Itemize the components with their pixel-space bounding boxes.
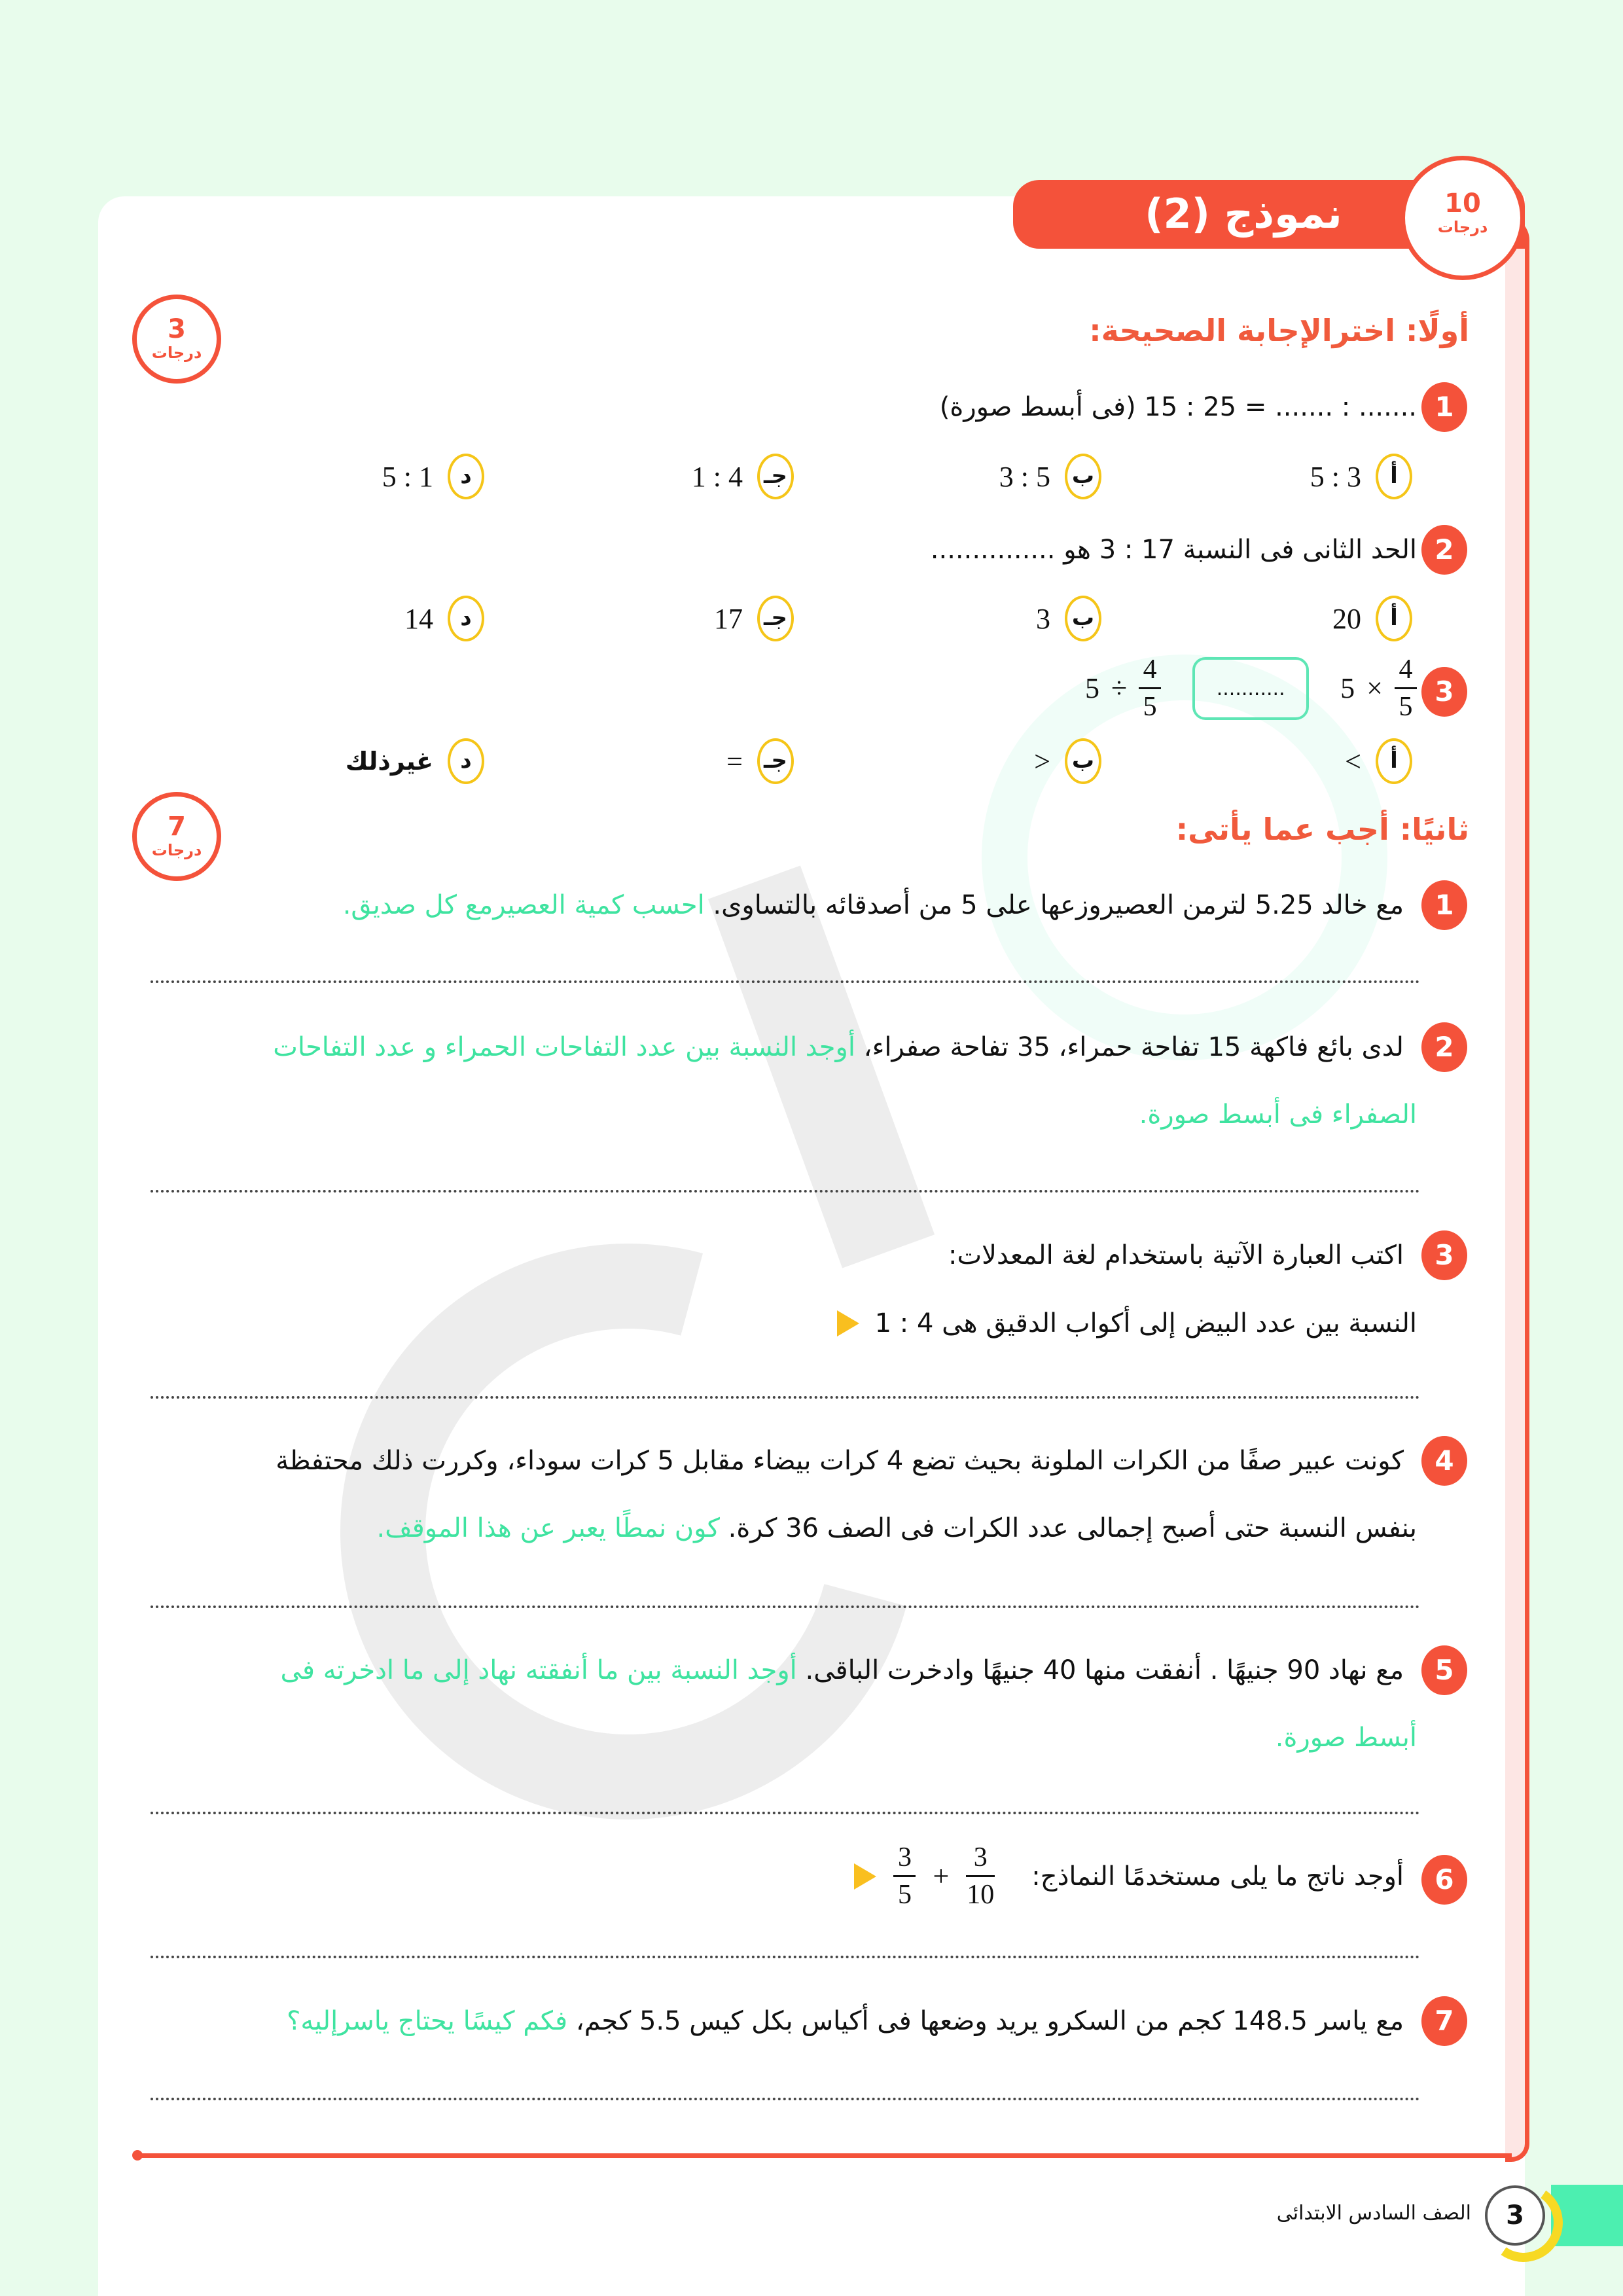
answer-line[interactable]	[151, 1956, 1420, 1958]
answer-line[interactable]	[151, 2098, 1420, 2100]
option-b[interactable]	[999, 454, 1101, 499]
question-text: اكتب العبارة الآتية باستخدام لغة المعدلات:	[948, 1240, 1404, 1270]
pointer-triangle-icon	[837, 1310, 859, 1336]
option-value: 14	[404, 602, 433, 635]
numerator: 4	[1399, 655, 1413, 685]
question-task: فكم كيسًا يحتاج ياسرإليه؟	[287, 2006, 576, 2036]
question-row	[854, 1842, 1404, 1910]
option-letter: د	[448, 454, 484, 499]
left-whole: 5	[1085, 672, 1100, 704]
question-statement: مع ياسر 148.5 كجم من السكرو يريد وضعها فى أكياس بكل كيس 5.5 كجم،	[575, 2006, 1404, 2036]
option-letter: ب	[1065, 596, 1101, 641]
pointer-triangle-icon	[854, 1863, 876, 1890]
option-letter: ب	[1065, 454, 1101, 499]
option-value: 5 : 3	[1310, 460, 1361, 493]
right-fraction	[1395, 655, 1417, 722]
option-c[interactable]	[714, 596, 794, 641]
question-task: كون نمطًا يعبر عن هذا الموقف.	[376, 1513, 728, 1543]
section2-score-unit: درجات	[151, 841, 202, 859]
card-frame-bottom	[137, 2153, 1512, 2158]
question-task-continued: الصفراء فى أبسط صورة.	[1139, 1100, 1417, 1130]
left-operator: ÷	[1111, 672, 1128, 704]
denominator: 10	[967, 1880, 995, 1910]
question-task-continued: أبسط صورة.	[1275, 1723, 1417, 1753]
question-statement: مع نهاد 90 جنيهًا . أنفقت منها 40 جنيهًا وادخرت الباقى.	[805, 1655, 1404, 1685]
option-c[interactable]	[726, 738, 794, 784]
option-value: =	[726, 745, 743, 778]
card-frame-dot	[132, 2150, 143, 2161]
answer-line[interactable]	[151, 1605, 1420, 1608]
left-fraction	[1139, 655, 1161, 722]
question-task: أوجد النسبة بين عدد التفاحات الحمراء و عدد التفاحات	[273, 1032, 864, 1062]
section2-heading: ثانيًا: أجب عما يأتى:	[1175, 812, 1469, 847]
question-text	[281, 1651, 1404, 1690]
option-letter: أ	[1376, 454, 1412, 499]
card-frame-right	[1505, 216, 1529, 2162]
question-text: كونت عبير صفًا من الكرات الملونة بحيث تضع 4 كرات بيضاء مقابل 5 كرات سوداء، وكررت ذلك محتفظة	[276, 1446, 1404, 1476]
option-value: 5 : 1	[382, 460, 433, 493]
option-letter: د	[448, 596, 484, 641]
denominator: 5	[1399, 692, 1413, 722]
question-number: 2	[1421, 1022, 1467, 1072]
total-score: 10	[1444, 188, 1481, 219]
question-text	[273, 1028, 1404, 1067]
option-d[interactable]	[346, 738, 484, 784]
denominator: 5	[897, 1880, 912, 1910]
question-task: احسب كمية العصيرمع كل صديق.	[342, 890, 713, 920]
answer-box[interactable]: ...........	[1192, 657, 1309, 720]
option-letter: جـ	[757, 454, 794, 499]
option-letter: جـ	[757, 596, 794, 641]
option-value: <	[1345, 745, 1361, 778]
score-unit: درجات	[1437, 218, 1488, 236]
question-text	[287, 2001, 1404, 2041]
section2-score: 7	[168, 812, 186, 842]
plus-operator: +	[933, 1860, 950, 1892]
option-letter: ب	[1065, 738, 1101, 784]
option-a[interactable]	[1332, 596, 1412, 641]
comparison-expression	[1085, 655, 1417, 722]
statement-text: النسبة بين عدد البيض إلى أكواب الدقيق هى 4 : 1	[874, 1308, 1417, 1338]
question-number: 5	[1421, 1645, 1467, 1695]
answer-line[interactable]	[151, 1396, 1420, 1399]
option-letter: د	[448, 738, 484, 784]
numerator: 3	[897, 1842, 912, 1873]
option-letter: أ	[1376, 738, 1412, 784]
option-value: 20	[1332, 602, 1361, 635]
right-whole: 5	[1340, 672, 1355, 704]
numerator: 3	[973, 1842, 988, 1873]
question-number: 2	[1421, 525, 1467, 575]
question-text: ....... : ....... = 25 : 15 (فى أبسط صورة)	[939, 392, 1417, 422]
question-number: 1	[1421, 382, 1467, 432]
option-c[interactable]	[692, 454, 794, 499]
section1-score: 3	[168, 314, 186, 344]
option-value: 3 : 5	[999, 460, 1050, 493]
option-d[interactable]	[404, 596, 484, 641]
total-score-badge	[1400, 156, 1525, 280]
question-statement: بنفس النسبة حتى أصبح إجمالى عدد الكرات فى الصف 36 كرة.	[728, 1513, 1417, 1543]
question-number: 3	[1421, 667, 1467, 717]
option-a[interactable]	[1310, 454, 1412, 499]
page-number-circle: 3	[1485, 2185, 1545, 2246]
grade-label: الصف السادس الابتدائى	[1276, 2202, 1471, 2225]
option-a[interactable]	[1345, 738, 1412, 784]
answer-line[interactable]	[151, 1190, 1420, 1193]
question-statement: مع خالد 5.25 لترمن العصيروزعها على 5 من أصدقائه بالتساوى.	[713, 890, 1404, 920]
section1-score-unit: درجات	[151, 344, 202, 362]
option-letter: جـ	[757, 738, 794, 784]
section1-heading: أولًا: اخترالإجابة الصحيحة:	[1089, 313, 1469, 348]
question-number: 1	[1421, 880, 1467, 930]
option-value: >	[1034, 745, 1050, 778]
fraction	[893, 1842, 916, 1910]
question-number: 7	[1421, 1996, 1467, 2046]
numerator: 4	[1143, 655, 1157, 685]
option-value: 3	[1036, 602, 1050, 635]
question-statement: لدى بائع فاكهة 15 تفاحة حمراء، 35 تفاحة صفراء،	[863, 1032, 1404, 1062]
question-text: الحد الثانى فى النسبة 17 : 3 هو ...............	[930, 535, 1417, 565]
question-text	[343, 886, 1404, 925]
question-number: 4	[1421, 1436, 1467, 1486]
question-number: 6	[1421, 1855, 1467, 1905]
question-task: أوجد النسبة بين ما أنفقته نهاد إلى ما ادخرته فى	[280, 1655, 806, 1685]
option-letter: أ	[1376, 596, 1412, 641]
answer-line[interactable]	[151, 1812, 1420, 1814]
section1-score-badge	[132, 295, 221, 384]
option-value: غيرذلك	[345, 747, 433, 776]
option-d[interactable]	[382, 454, 484, 499]
option-value: 1 : 4	[691, 460, 743, 493]
denominator: 5	[1143, 692, 1157, 722]
option-b[interactable]	[1034, 738, 1101, 784]
fraction	[966, 1842, 995, 1910]
answer-line[interactable]	[151, 980, 1420, 983]
exam-title: نموذج (2)	[1145, 190, 1342, 238]
statement-row	[837, 1304, 1417, 1343]
option-value: 17	[714, 602, 743, 635]
option-b[interactable]	[1036, 596, 1101, 641]
section2-score-badge	[132, 792, 221, 881]
question-text: أوجد ناتج ما يلى مستخدمًا النماذج:	[1031, 1861, 1404, 1892]
right-operator: ×	[1366, 672, 1383, 704]
question-number: 3	[1421, 1230, 1467, 1280]
question-text-continued	[377, 1509, 1417, 1548]
